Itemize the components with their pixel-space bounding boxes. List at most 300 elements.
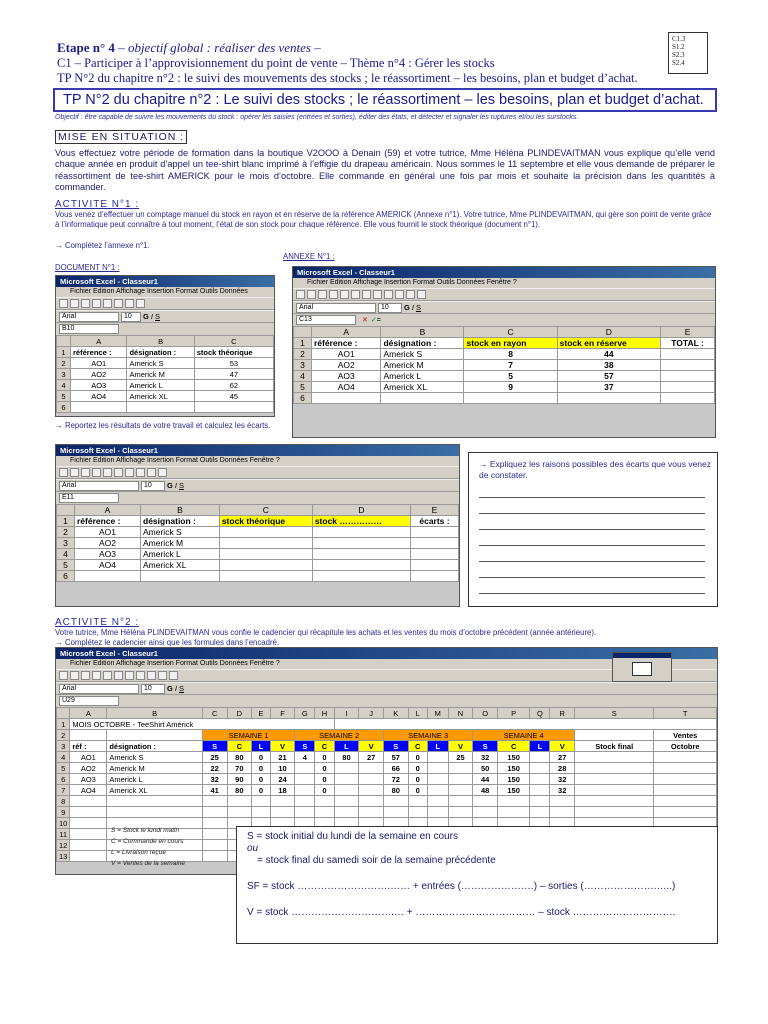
italic-button[interactable]: I bbox=[150, 312, 153, 321]
cell[interactable]: AO1 bbox=[71, 358, 127, 369]
cell[interactable]: 0 bbox=[408, 785, 427, 796]
cut-icon[interactable] bbox=[103, 299, 112, 308]
preview-icon[interactable] bbox=[103, 671, 112, 680]
cell[interactable]: 57 bbox=[383, 752, 408, 763]
cell[interactable]: 0 bbox=[315, 774, 334, 785]
cell[interactable]: TOTAL : bbox=[661, 338, 715, 349]
cell[interactable] bbox=[334, 774, 359, 785]
cell[interactable]: 0 bbox=[315, 785, 334, 796]
bold-button[interactable]: G bbox=[404, 303, 410, 312]
col-header[interactable]: Q bbox=[530, 708, 550, 719]
cell[interactable]: 41 bbox=[202, 785, 227, 796]
name-box[interactable]: E11 bbox=[59, 493, 119, 503]
cell[interactable]: 27 bbox=[550, 752, 575, 763]
col-header[interactable]: C bbox=[194, 336, 273, 347]
bold-button[interactable]: G bbox=[167, 481, 173, 490]
cell[interactable]: référence : bbox=[71, 347, 127, 358]
cut-icon[interactable] bbox=[114, 468, 123, 477]
cell[interactable] bbox=[530, 785, 550, 796]
col-header[interactable]: D bbox=[312, 505, 410, 516]
sub-header[interactable]: C bbox=[315, 741, 334, 752]
cell[interactable]: Americk S bbox=[141, 527, 220, 538]
cell[interactable]: 0 bbox=[315, 763, 334, 774]
cell[interactable] bbox=[448, 785, 473, 796]
col-header[interactable]: I bbox=[334, 708, 359, 719]
open-icon[interactable] bbox=[70, 671, 79, 680]
col-header[interactable]: A bbox=[71, 336, 127, 347]
col-header[interactable]: E bbox=[661, 327, 715, 338]
col-header[interactable]: S bbox=[575, 708, 654, 719]
menu-affichage[interactable]: Affichage bbox=[115, 288, 145, 295]
cell[interactable]: Americk L bbox=[141, 549, 220, 560]
print-icon[interactable] bbox=[329, 290, 338, 299]
cell[interactable]: désignation : bbox=[381, 338, 464, 349]
sub-header[interactable]: V bbox=[270, 741, 295, 752]
sub-header[interactable]: C bbox=[227, 741, 252, 752]
cell[interactable]: 37 bbox=[557, 382, 660, 393]
col-header[interactable]: A bbox=[312, 327, 381, 338]
cell[interactable]: AO3 bbox=[71, 380, 127, 391]
italic-button[interactable]: I bbox=[174, 684, 177, 693]
cell[interactable]: 0 bbox=[252, 752, 271, 763]
menu-affichage[interactable]: Affichage bbox=[352, 279, 382, 286]
preview-icon[interactable] bbox=[340, 290, 349, 299]
cell[interactable]: AO3 bbox=[312, 371, 381, 382]
save-icon[interactable] bbox=[81, 299, 90, 308]
col-header[interactable]: J bbox=[359, 708, 384, 719]
sub-header[interactable]: L bbox=[427, 741, 448, 752]
new-icon[interactable] bbox=[59, 299, 68, 308]
format-toolbar bbox=[56, 479, 459, 492]
col-header[interactable]: F bbox=[270, 708, 295, 719]
cell[interactable]: Americk XL bbox=[127, 391, 194, 402]
sub-header[interactable]: V bbox=[550, 741, 575, 752]
cell[interactable] bbox=[295, 774, 315, 785]
italic-button[interactable]: I bbox=[411, 303, 414, 312]
cadencier-legend bbox=[111, 825, 185, 869]
cell[interactable] bbox=[530, 763, 550, 774]
cell[interactable]: 90 bbox=[227, 774, 252, 785]
menu-format[interactable]: Format bbox=[175, 457, 198, 464]
cell[interactable]: Americk M bbox=[107, 763, 203, 774]
menu-affichage[interactable]: Affichage bbox=[115, 457, 145, 464]
cell[interactable]: Americk L bbox=[127, 380, 194, 391]
formula-sf: SF = stock ……………………….…… + entrées (………………….) – sorties (………………….…..) bbox=[247, 881, 676, 892]
preview-icon[interactable] bbox=[103, 468, 112, 477]
answer-line[interactable] bbox=[479, 577, 705, 578]
cell[interactable]: AO1 bbox=[70, 752, 107, 763]
menu-help[interactable]: ? bbox=[512, 279, 517, 286]
size-select[interactable]: 10 bbox=[121, 312, 141, 322]
size-select[interactable]: 10 bbox=[141, 684, 165, 694]
cell[interactable]: 32 bbox=[202, 774, 227, 785]
print-icon[interactable] bbox=[92, 468, 101, 477]
cell[interactable]: AO4 bbox=[312, 382, 381, 393]
answer-line[interactable] bbox=[479, 529, 705, 530]
menu-edition[interactable]: Edition bbox=[92, 660, 115, 667]
cell[interactable]: Americk M bbox=[381, 360, 464, 371]
undo-icon[interactable] bbox=[136, 299, 145, 308]
new-icon[interactable] bbox=[296, 290, 305, 299]
menu-insertion[interactable]: Insertion bbox=[383, 279, 411, 286]
underline-button[interactable]: S bbox=[178, 684, 184, 693]
col-header[interactable]: C bbox=[219, 505, 312, 516]
sub-header[interactable]: C bbox=[408, 741, 427, 752]
new-icon[interactable] bbox=[59, 671, 68, 680]
open-icon[interactable] bbox=[307, 290, 316, 299]
name-box[interactable]: B10 bbox=[59, 324, 119, 334]
menu-fenetre[interactable]: Fenêtre bbox=[249, 660, 274, 667]
menu-insertion[interactable]: Insertion bbox=[146, 660, 174, 667]
toolbar bbox=[56, 466, 459, 479]
chart-icon[interactable] bbox=[632, 662, 652, 676]
cell[interactable]: désignation : bbox=[141, 516, 220, 527]
menu-donnees[interactable]: Données bbox=[219, 660, 248, 667]
font-select[interactable]: Arial bbox=[59, 684, 139, 694]
col-header[interactable]: B bbox=[107, 708, 203, 719]
menu-insertion[interactable]: Insertion bbox=[146, 457, 174, 464]
cell[interactable]: réf : bbox=[70, 741, 107, 752]
col-header[interactable]: D bbox=[557, 327, 660, 338]
col-header[interactable]: A bbox=[70, 708, 107, 719]
copy-icon[interactable] bbox=[125, 468, 134, 477]
undo-icon[interactable] bbox=[147, 671, 156, 680]
col-header[interactable]: E bbox=[252, 708, 271, 719]
cell[interactable]: Americk S bbox=[381, 349, 464, 360]
cell[interactable]: 0 bbox=[408, 752, 427, 763]
menu-fichier[interactable]: Fichier bbox=[70, 660, 92, 667]
col-header[interactable]: G bbox=[295, 708, 315, 719]
cell[interactable]: 28 bbox=[550, 763, 575, 774]
col-header[interactable]: P bbox=[497, 708, 529, 719]
cell[interactable] bbox=[530, 752, 550, 763]
print-icon[interactable] bbox=[92, 671, 101, 680]
cell[interactable]: 0 bbox=[252, 774, 271, 785]
cell[interactable]: stock en rayon bbox=[464, 338, 557, 349]
cell[interactable]: 21 bbox=[270, 752, 295, 763]
menu-outils[interactable]: Outils bbox=[199, 288, 218, 295]
col-header[interactable]: B bbox=[141, 505, 220, 516]
cell[interactable]: AO2 bbox=[71, 369, 127, 380]
open-icon[interactable] bbox=[70, 299, 79, 308]
sum-icon[interactable] bbox=[158, 671, 167, 680]
answer-line[interactable] bbox=[479, 593, 705, 594]
col-header[interactable]: H bbox=[315, 708, 334, 719]
cell[interactable] bbox=[359, 785, 384, 796]
cell[interactable]: Americk L bbox=[381, 371, 464, 382]
cell[interactable]: 27 bbox=[359, 752, 384, 763]
cell[interactable]: 44 bbox=[473, 774, 498, 785]
menu-donnees[interactable]: Données bbox=[219, 457, 248, 464]
print-icon[interactable] bbox=[92, 299, 101, 308]
sub-header[interactable]: S bbox=[295, 741, 315, 752]
cell[interactable]: 53 bbox=[194, 358, 273, 369]
answer-line[interactable] bbox=[479, 561, 705, 562]
sub-header[interactable]: S bbox=[473, 741, 498, 752]
menu-outils[interactable]: Outils bbox=[436, 279, 455, 286]
font-select[interactable]: Arial bbox=[59, 312, 119, 322]
etape-objective: – objectif global : réaliser des ventes – bbox=[118, 40, 321, 55]
menu-help[interactable]: ? bbox=[275, 457, 280, 464]
paste-icon[interactable] bbox=[125, 299, 134, 308]
confirm-icon[interactable]: ✓ bbox=[370, 317, 377, 324]
cell[interactable]: stock théorique bbox=[194, 347, 273, 358]
underline-button[interactable]: S bbox=[154, 312, 160, 321]
cell[interactable]: 0 bbox=[252, 763, 271, 774]
stock-final-header[interactable]: Stock final bbox=[575, 741, 654, 752]
cell[interactable]: 0 bbox=[252, 785, 271, 796]
cell[interactable] bbox=[334, 785, 359, 796]
cell[interactable] bbox=[427, 763, 448, 774]
name-box[interactable]: C13 bbox=[296, 315, 356, 325]
col-header[interactable]: R bbox=[550, 708, 575, 719]
cell[interactable]: 0 bbox=[315, 752, 334, 763]
menu-format[interactable]: Format bbox=[175, 288, 198, 295]
chart-icon[interactable] bbox=[417, 290, 426, 299]
col-header[interactable]: A bbox=[75, 505, 141, 516]
menu-donnees[interactable]: Données bbox=[219, 288, 248, 295]
cell[interactable]: 0 bbox=[408, 763, 427, 774]
cell[interactable]: 80 bbox=[227, 752, 252, 763]
cell[interactable]: 80 bbox=[227, 785, 252, 796]
cell[interactable]: 150 bbox=[497, 752, 529, 763]
answer-line[interactable] bbox=[479, 513, 705, 514]
cell[interactable]: 22 bbox=[202, 763, 227, 774]
menu-fichier[interactable]: Fichier bbox=[70, 457, 92, 464]
cell[interactable]: 32 bbox=[473, 752, 498, 763]
cell[interactable]: 9 bbox=[464, 382, 557, 393]
col-header[interactable]: C bbox=[202, 708, 227, 719]
cell[interactable]: 80 bbox=[383, 785, 408, 796]
cell[interactable]: Americk M bbox=[141, 538, 220, 549]
cell[interactable]: 0 bbox=[408, 774, 427, 785]
answer-line[interactable] bbox=[479, 497, 705, 498]
font-select[interactable]: Arial bbox=[59, 481, 139, 491]
menu-insertion[interactable]: Insertion bbox=[146, 288, 174, 295]
objective-line: Objectif : être capable de suivre les mouvements du stock : opérer les saisies (entrées et sorties), éditer des états, et détecter et signaler les ruptures et/ou les surstocks. bbox=[55, 114, 579, 121]
copy-icon[interactable] bbox=[114, 299, 123, 308]
cell[interactable]: 45 bbox=[194, 391, 273, 402]
open-icon[interactable] bbox=[70, 468, 79, 477]
paste-icon[interactable] bbox=[136, 671, 145, 680]
cell[interactable]: Americk XL bbox=[141, 560, 220, 571]
cell[interactable]: Americk M bbox=[127, 369, 194, 380]
cell[interactable] bbox=[530, 774, 550, 785]
cell[interactable] bbox=[448, 774, 473, 785]
col-header[interactable]: D bbox=[227, 708, 252, 719]
cell[interactable]: Americk XL bbox=[381, 382, 464, 393]
cell[interactable]: AO1 bbox=[75, 527, 141, 538]
cut-icon[interactable] bbox=[362, 290, 371, 299]
sub-header[interactable]: C bbox=[497, 741, 529, 752]
cell[interactable]: 44 bbox=[557, 349, 660, 360]
sub-header[interactable]: V bbox=[448, 741, 473, 752]
menu-edition[interactable]: Edition bbox=[92, 288, 115, 295]
cell[interactable] bbox=[359, 763, 384, 774]
cell[interactable]: 10 bbox=[270, 763, 295, 774]
cell[interactable]: stock théorique bbox=[219, 516, 312, 527]
sub-header[interactable]: S bbox=[202, 741, 227, 752]
menu-edition[interactable]: Edition bbox=[329, 279, 352, 286]
sum-icon[interactable] bbox=[158, 468, 167, 477]
cell[interactable]: 25 bbox=[202, 752, 227, 763]
cell[interactable]: AO2 bbox=[312, 360, 381, 371]
cell[interactable]: Americk XL bbox=[107, 785, 203, 796]
save-icon[interactable] bbox=[81, 468, 90, 477]
bold-button[interactable]: G bbox=[143, 312, 149, 321]
chart-icon[interactable] bbox=[169, 671, 178, 680]
menu-fenetre[interactable]: Fenêtre bbox=[249, 457, 274, 464]
cell[interactable]: 72 bbox=[383, 774, 408, 785]
menu-fichier[interactable]: Fichier bbox=[70, 288, 92, 295]
menu-help[interactable]: ? bbox=[275, 660, 280, 667]
col-header[interactable]: T bbox=[654, 708, 717, 719]
cell[interactable]: stock …………… bbox=[312, 516, 410, 527]
sub-header[interactable]: L bbox=[530, 741, 550, 752]
cadencier-title[interactable]: MOIS OCTOBRE - TeeShirt Américk bbox=[70, 719, 334, 730]
cell[interactable]: Americk S bbox=[107, 752, 203, 763]
activite1-text: Vous venez d’effectuer un comptage manuel du stock en rayon et en réserve de la référence AMERICK (Annexe n°1). Votre tutrice, Mme PLINDEVAITMAN, qui gère son point de vente grâce à l’informatique peut connaître à tout moment, l’état de son stock pour chaque référence. Elle vous fournit le stock théorique (document n°1). bbox=[55, 210, 712, 229]
cell[interactable]: 47 bbox=[194, 369, 273, 380]
col-header[interactable]: O bbox=[473, 708, 498, 719]
undo-icon[interactable] bbox=[395, 290, 404, 299]
bold-button[interactable]: G bbox=[167, 684, 173, 693]
new-icon[interactable] bbox=[59, 468, 68, 477]
cell[interactable]: 70 bbox=[227, 763, 252, 774]
cell[interactable]: 57 bbox=[557, 371, 660, 382]
cell[interactable]: 62 bbox=[194, 380, 273, 391]
menu-donnees[interactable]: Données bbox=[456, 279, 485, 286]
cell[interactable]: stock en réserve bbox=[557, 338, 660, 349]
cell[interactable]: désignation : bbox=[107, 741, 203, 752]
col-header[interactable]: B bbox=[127, 336, 194, 347]
copy-icon[interactable] bbox=[373, 290, 382, 299]
cell[interactable]: référence : bbox=[75, 516, 141, 527]
menu-outils[interactable]: Outils bbox=[199, 660, 218, 667]
size-select[interactable]: 10 bbox=[378, 303, 402, 313]
menu-format[interactable]: Format bbox=[175, 660, 198, 667]
sub-header[interactable]: L bbox=[334, 741, 359, 752]
cell[interactable]: 66 bbox=[383, 763, 408, 774]
col-header[interactable]: M bbox=[427, 708, 448, 719]
cell[interactable]: AO4 bbox=[75, 560, 141, 571]
cell[interactable]: AO4 bbox=[70, 785, 107, 796]
cell[interactable]: référence : bbox=[312, 338, 381, 349]
octobre-header[interactable]: Octobre bbox=[654, 741, 717, 752]
cell[interactable] bbox=[334, 763, 359, 774]
cell[interactable]: 50 bbox=[473, 763, 498, 774]
italic-button[interactable]: I bbox=[174, 481, 177, 490]
menu-affichage[interactable]: Affichage bbox=[115, 660, 145, 667]
cell[interactable]: écarts : bbox=[410, 516, 458, 527]
cancel-icon[interactable]: ✕ bbox=[362, 317, 368, 324]
cell[interactable]: Americk S bbox=[127, 358, 194, 369]
cell[interactable]: 24 bbox=[270, 774, 295, 785]
cell[interactable]: AO4 bbox=[71, 391, 127, 402]
cell[interactable] bbox=[448, 763, 473, 774]
cell[interactable]: 48 bbox=[473, 785, 498, 796]
paste-icon[interactable] bbox=[384, 290, 393, 299]
col-header[interactable]: C bbox=[464, 327, 557, 338]
cell[interactable]: 4 bbox=[295, 752, 315, 763]
cell[interactable] bbox=[427, 785, 448, 796]
cell[interactable]: 80 bbox=[334, 752, 359, 763]
menu-edition[interactable]: Edition bbox=[92, 457, 115, 464]
cell[interactable]: 150 bbox=[497, 785, 529, 796]
ventes-header[interactable]: Ventes bbox=[654, 730, 717, 741]
col-header[interactable]: E bbox=[410, 505, 458, 516]
week-header[interactable]: SEMAINE 4 bbox=[473, 730, 575, 741]
sum-icon[interactable] bbox=[406, 290, 415, 299]
size-select[interactable]: 10 bbox=[141, 481, 165, 491]
cell[interactable]: 38 bbox=[557, 360, 660, 371]
cut-icon[interactable] bbox=[114, 671, 123, 680]
name-box[interactable]: U29 bbox=[59, 696, 119, 706]
undo-icon[interactable] bbox=[147, 468, 156, 477]
menu-format[interactable]: Format bbox=[412, 279, 435, 286]
cell[interactable]: AO1 bbox=[312, 349, 381, 360]
answer-line[interactable] bbox=[479, 545, 705, 546]
cell[interactable]: Americk L bbox=[107, 774, 203, 785]
menu-fichier[interactable]: Fichier bbox=[307, 279, 329, 286]
menu-outils[interactable]: Outils bbox=[199, 457, 218, 464]
cell[interactable]: 5 bbox=[464, 371, 557, 382]
cell[interactable]: AO2 bbox=[75, 538, 141, 549]
cell[interactable] bbox=[295, 763, 315, 774]
col-header[interactable]: K bbox=[383, 708, 408, 719]
cell[interactable]: 18 bbox=[270, 785, 295, 796]
cell[interactable] bbox=[427, 752, 448, 763]
table-row: 12 bbox=[57, 840, 717, 851]
col-header[interactable]: B bbox=[381, 327, 464, 338]
cell[interactable]: AO3 bbox=[75, 549, 141, 560]
cell[interactable] bbox=[359, 774, 384, 785]
week-header[interactable]: SEMAINE 3 bbox=[383, 730, 472, 741]
copy-icon[interactable] bbox=[125, 671, 134, 680]
cell[interactable]: AO3 bbox=[70, 774, 107, 785]
cell[interactable]: AO2 bbox=[70, 763, 107, 774]
cell[interactable]: 150 bbox=[497, 763, 529, 774]
week-header[interactable]: SEMAINE 1 bbox=[202, 730, 294, 741]
activite2-text: Votre tutrice, Mme Héléna PLINDEVAITMAN vous confie le cadencier qui récapitule les achats et les ventes du mois d’octobre précédent (année antérieure). bbox=[55, 628, 597, 637]
week-header[interactable]: SEMAINE 2 bbox=[295, 730, 384, 741]
spell-icon[interactable] bbox=[351, 290, 360, 299]
floating-toolbar[interactable] bbox=[612, 652, 672, 682]
cell[interactable]: 32 bbox=[550, 774, 575, 785]
cell[interactable]: 150 bbox=[497, 774, 529, 785]
save-icon[interactable] bbox=[318, 290, 327, 299]
menu-fenetre[interactable]: Fenêtre bbox=[486, 279, 511, 286]
col-header[interactable]: N bbox=[448, 708, 473, 719]
underline-button[interactable]: S bbox=[178, 481, 184, 490]
font-select[interactable]: Arial bbox=[296, 303, 376, 313]
underline-button[interactable]: S bbox=[415, 303, 421, 312]
paste-icon[interactable] bbox=[136, 468, 145, 477]
cell[interactable] bbox=[427, 774, 448, 785]
col-header[interactable]: L bbox=[408, 708, 427, 719]
cell[interactable] bbox=[295, 785, 315, 796]
cell[interactable]: 7 bbox=[464, 360, 557, 371]
cell[interactable]: 32 bbox=[550, 785, 575, 796]
formula-v: V = stock ………………………….… + ……………………………… – stock …………………………. bbox=[247, 907, 676, 918]
sub-header[interactable]: S bbox=[383, 741, 408, 752]
cell[interactable]: désignation : bbox=[127, 347, 194, 358]
cell[interactable]: 8 bbox=[464, 349, 557, 360]
cell[interactable]: 25 bbox=[448, 752, 473, 763]
sub-header[interactable]: L bbox=[252, 741, 271, 752]
save-icon[interactable] bbox=[81, 671, 90, 680]
sub-header[interactable]: V bbox=[359, 741, 384, 752]
